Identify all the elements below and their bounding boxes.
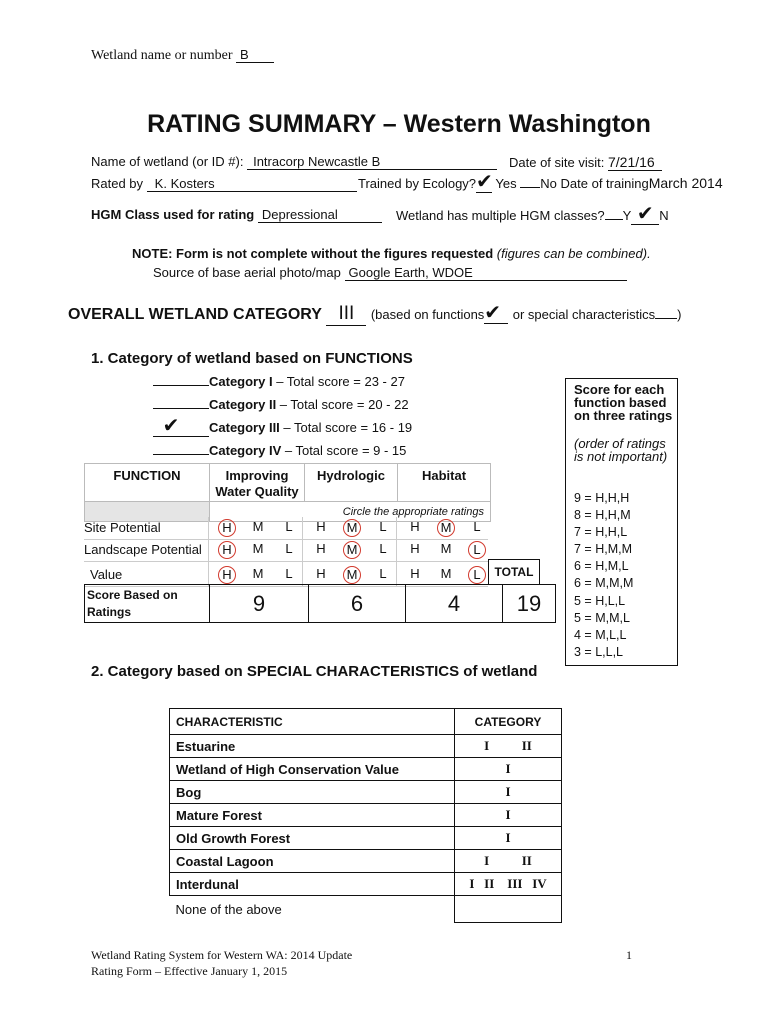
rating-option[interactable]: H <box>316 519 326 534</box>
visit-line <box>509 154 662 171</box>
rating-circle: L <box>468 541 486 559</box>
table-row <box>170 758 562 781</box>
no-label: No <box>540 176 557 191</box>
rating-option[interactable]: M <box>252 519 264 534</box>
table-row <box>170 873 562 896</box>
rating-circle: H <box>218 541 236 559</box>
wetland-name-value: B <box>236 47 274 63</box>
source-label: Source of base aerial photo/map <box>153 265 341 280</box>
rating-row-label: Value <box>90 567 123 582</box>
score-hydrologic: 6 <box>309 585 406 623</box>
rating-option[interactable]: M <box>252 566 264 581</box>
characteristic-category: I II <box>455 850 562 873</box>
rating-option[interactable] <box>337 566 367 584</box>
score-water-quality: 9 <box>210 585 309 623</box>
note-bold: NOTE: Form is not complete without the figures requested <box>132 246 494 261</box>
overall-category-line <box>68 303 681 326</box>
rating-option[interactable]: M <box>252 541 264 556</box>
characteristic-category: I <box>455 827 562 850</box>
hgm-label: HGM Class used for rating <box>91 207 255 222</box>
category-item: Category IV – Total score = 9 - 15 <box>153 440 412 463</box>
multiple-hgm-line <box>396 204 669 225</box>
rating-row <box>84 517 488 540</box>
footer-line2: Rating Form – Effective January 1, 2015 <box>91 964 288 978</box>
special-close: ) <box>677 307 682 322</box>
page-number: 1 <box>626 948 632 962</box>
rating-option[interactable]: H <box>410 566 420 581</box>
score-box-item: 7 = H,H,L <box>574 525 628 540</box>
no-blank <box>520 187 540 188</box>
hgm-line <box>91 207 382 223</box>
characteristic-category: I <box>455 758 562 781</box>
rated-label: Rated by <box>91 176 144 191</box>
category-list <box>153 371 412 463</box>
table-row <box>170 850 562 873</box>
rating-option[interactable]: L <box>285 566 293 581</box>
rating-option[interactable]: H <box>316 541 326 556</box>
date-training-label: Date of training <box>560 176 649 191</box>
name-line <box>91 154 497 170</box>
characteristic-name: None of the above <box>170 896 455 923</box>
rating-option[interactable] <box>212 566 242 584</box>
rating-circle: H <box>218 566 236 584</box>
category-mark: ✔ <box>153 416 209 437</box>
rating-circle: M <box>343 566 361 584</box>
rating-option[interactable] <box>212 541 242 559</box>
column-divider <box>208 517 209 586</box>
rating-circle: M <box>343 541 361 559</box>
rating-option[interactable]: L <box>379 519 387 534</box>
characteristic-name: Estuarine <box>170 735 455 758</box>
score-box-item: 5 = M,M,L <box>574 610 630 625</box>
score-box-item: 6 = M,M,M <box>574 576 634 591</box>
trained-line <box>358 172 723 193</box>
rating-option[interactable]: L <box>379 566 387 581</box>
source-line <box>153 265 627 281</box>
table-row <box>170 896 562 923</box>
score-label: Score Based on Ratings <box>85 585 210 623</box>
score-row <box>84 584 556 623</box>
rating-circle: M <box>437 519 455 537</box>
column-divider <box>396 517 397 586</box>
characteristic-name: Bog <box>170 781 455 804</box>
score-box-item: 7 = H,M,M <box>574 542 632 557</box>
name-value: Intracorp Newcastle B <box>247 154 497 170</box>
functions-check-icon: ✔ <box>484 303 508 324</box>
characteristic-name: Interdunal <box>170 873 455 896</box>
score-box-item: 9 = H,H,H <box>574 491 630 505</box>
habitat-header: Habitat <box>398 464 491 502</box>
table-row <box>170 735 562 758</box>
characteristic-category: I II <box>455 735 562 758</box>
category-mark <box>153 408 209 409</box>
rating-row-label: Site Potential <box>84 520 161 535</box>
category-header: CATEGORY <box>455 709 562 735</box>
rating-circle: H <box>218 519 236 537</box>
water-quality-header: Improving Water Quality <box>210 464 305 502</box>
characteristic-name: Coastal Lagoon <box>170 850 455 873</box>
table-row <box>170 827 562 850</box>
score-box-item: 4 = M,L,L <box>574 627 627 642</box>
category-item: Category I – Total score = 23 - 27 <box>153 371 412 394</box>
score-box-list <box>574 490 633 661</box>
rating-option[interactable]: L <box>285 541 293 556</box>
rating-option[interactable] <box>337 541 367 559</box>
rating-option[interactable] <box>462 541 492 559</box>
special-text: or special characteristics <box>512 307 656 322</box>
wetland-name-label: Wetland name or number <box>91 48 233 63</box>
characteristic-category: I <box>455 804 562 827</box>
yes-label: Yes <box>495 176 517 191</box>
score-box-subtitle: (order of ratings is not important) <box>574 436 668 464</box>
score-box-item: 3 = L,L,L <box>574 644 623 659</box>
rated-line <box>91 176 357 192</box>
total-header: TOTAL <box>488 559 540 585</box>
y-label: Y <box>622 208 632 223</box>
score-habitat: 4 <box>406 585 503 623</box>
name-label: Name of wetland (or ID #): <box>91 154 244 169</box>
characteristic-name: Wetland of High Conservation Value <box>170 758 455 781</box>
circle-note: Circle the appropriate ratings <box>210 502 491 522</box>
category-item: Category II – Total score = 20 - 22 <box>153 394 412 417</box>
rating-option[interactable]: L <box>285 519 293 534</box>
functions-text: (based on functions <box>370 307 485 322</box>
score-box-item: 6 = H,M,L <box>574 559 629 574</box>
category-mark <box>153 454 209 455</box>
footer-line1: Wetland Rating System for Western WA: 2014 Update <box>91 948 353 962</box>
table-row <box>170 804 562 827</box>
rating-option[interactable]: L <box>473 519 481 534</box>
page-title: RATING SUMMARY – Western Washington <box>147 110 651 138</box>
category-item: ✔ Category III – Total score = 16 - 19 <box>153 416 412 440</box>
source-value: Google Earth, WDOE <box>345 265 627 281</box>
category-mark <box>153 385 209 386</box>
rating-option[interactable]: M <box>440 541 452 556</box>
section2-heading: 2. Category based on SPECIAL CHARACTERISTICS of wetland <box>91 663 538 680</box>
visit-label: Date of site visit: <box>509 155 605 170</box>
hgm-value: Depressional <box>258 207 382 223</box>
score-box-item: 5 = H,L,L <box>574 593 626 608</box>
rating-option[interactable]: H <box>410 519 420 534</box>
rating-option[interactable] <box>337 519 367 537</box>
trained-check-icon: ✔ <box>476 171 493 193</box>
rating-option[interactable]: H <box>316 566 326 581</box>
rating-option[interactable] <box>431 519 461 537</box>
rating-circle: M <box>343 519 361 537</box>
multiple-check-icon: ✔ <box>631 204 659 225</box>
rating-row-label: Landscape Potential <box>84 542 202 557</box>
overall-label: OVERALL WETLAND CATEGORY <box>68 306 322 323</box>
note-italic: (figures can be combined). <box>496 246 651 261</box>
characteristic-name: Old Growth Forest <box>170 827 455 850</box>
special-characteristics-table <box>169 708 562 923</box>
function-table <box>84 463 491 522</box>
visit-value: 7/21/16 <box>608 154 662 171</box>
rating-option[interactable]: M <box>440 566 452 581</box>
table-row <box>170 781 562 804</box>
characteristic-category <box>455 896 562 923</box>
score-box-item: 8 = H,H,M <box>574 508 631 523</box>
note-line <box>132 246 651 261</box>
rated-value: K. Kosters <box>147 176 357 192</box>
characteristic-name: Mature Forest <box>170 804 455 827</box>
rating-circle: L <box>468 566 486 584</box>
wetland-name-line <box>91 47 274 64</box>
rating-option[interactable]: H <box>410 541 420 556</box>
function-header: FUNCTION <box>85 464 210 502</box>
rating-option[interactable] <box>212 519 242 537</box>
characteristic-category: I II III IV <box>455 873 562 896</box>
trained-label: Trained by Ecology? <box>358 176 477 191</box>
rating-option[interactable]: L <box>379 541 387 556</box>
rating-row <box>84 539 488 562</box>
score-total: 19 <box>503 585 556 623</box>
multiple-label: Wetland has multiple HGM classes? <box>396 208 605 223</box>
date-training-value: March 2014 <box>648 175 723 191</box>
overall-value: III <box>326 303 366 326</box>
characteristic-category: I <box>455 781 562 804</box>
hydrologic-header: Hydrologic <box>305 464 398 502</box>
n-label: N <box>659 208 669 223</box>
score-box-title: Score for each function based on three ratings <box>574 382 673 423</box>
characteristic-header: CHARACTERISTIC <box>170 709 455 735</box>
section1-heading: 1. Category of wetland based on FUNCTIONS <box>91 350 413 367</box>
column-divider <box>302 517 303 586</box>
score-reference-box <box>565 378 678 666</box>
